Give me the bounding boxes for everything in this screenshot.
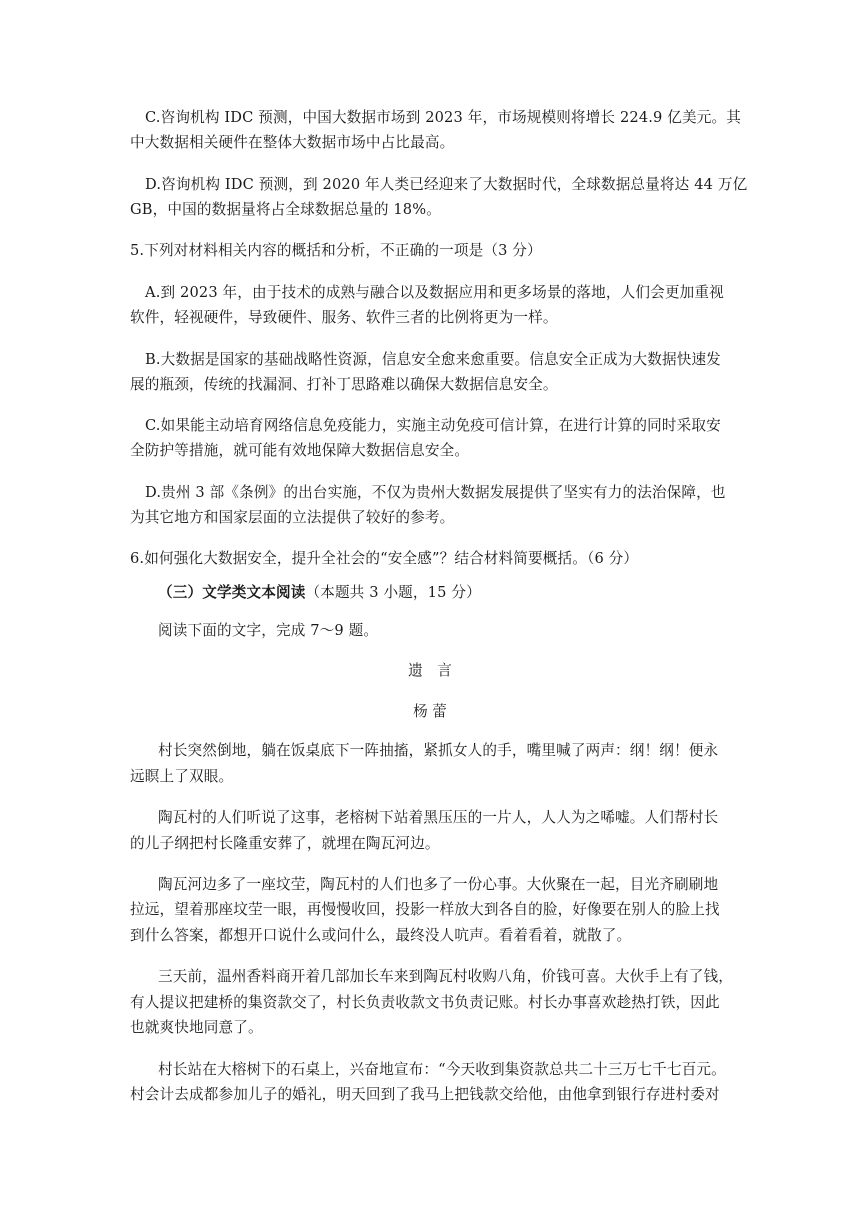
story-p4-line3: 也就爽快地同意了。 bbox=[130, 1019, 263, 1036]
q5-option-b-line2: 展的瓶颈，传统的找漏洞、打补丁思路难以确保大数据信息安全。 bbox=[130, 376, 558, 393]
story-p1-line2: 远瞑上了双眼。 bbox=[130, 768, 234, 785]
section-heading-rest: （本题共 3 小题，15 分） bbox=[305, 584, 481, 601]
story-author: 杨 蕾 bbox=[413, 703, 447, 720]
q5-option-b-line1: B.大数据是国家的基础战略性资源，信息安全愈来愈重要。信息安全正成为大数据快速发 bbox=[145, 351, 721, 368]
q5-option-a-line2: 软件，轻视硬件，导致硬件、服务、软件三者的比例将更为一样。 bbox=[130, 309, 558, 326]
q5-stem: 5.下列对材料相关内容的概括和分析，不正确的一项是（3 分） bbox=[130, 242, 542, 259]
q5-option-a-line1: A.到 2023 年，由于技术的成熟与融合以及数据应用和更多场景的落地，人们会更加重视 bbox=[145, 284, 724, 301]
q5-option-c-line2: 全防护等措施，就可能有效地保障大数据信息安全。 bbox=[130, 442, 470, 459]
q4-option-d-line2: GB，中国的数据量将占全球数据总量的 18%。 bbox=[130, 201, 442, 218]
story-p4-line2: 有人提议把建桥的集资款交了，村长负责收款文书负责记账。村长办事喜欢趁热打铁，因此 bbox=[130, 994, 720, 1011]
q4-option-d-line1: D.咨询机构 IDC 预测，到 2020 年人类已经迎来了大数据时代，全球数据总量将达 44 万亿 bbox=[145, 176, 748, 193]
q5-option-c-line1: C.如果能主动培育网络信息免疫能力，实施主动免疫可信计算，在进行计算的同时采取安 bbox=[145, 417, 721, 434]
reading-instruction: 阅读下面的文字，完成 7～9 题。 bbox=[158, 622, 379, 639]
q4-option-c-line1: C.咨询机构 IDC 预测，中国大数据市场到 2023 年，市场规模则将增长 224.9 亿美元。其 bbox=[145, 109, 741, 126]
story-p2-line1: 陶瓦村的人们听说了这事，老榕树下站着黑压压的一片人，人人为之唏嘘。人们帮村长 bbox=[158, 809, 719, 826]
q6-stem: 6.如何强化大数据安全，提升全社会的“安全感”？结合材料简要概括。（6 分） bbox=[130, 550, 639, 567]
q5-option-d-line1: D.贵州 3 部《条例》的出台实施，不仅为贵州大数据发展提供了坚实有力的法治保障，也 bbox=[145, 484, 726, 501]
section-heading bbox=[158, 583, 481, 603]
story-p1-line1: 村长突然倒地，躺在饭桌底下一阵抽搐，紧抓女人的手，嘴里喊了两声：纲！纲！便永 bbox=[158, 742, 719, 759]
story-title: 遗 言 bbox=[408, 662, 452, 679]
section-heading-bold: （三）文学类文本阅读 bbox=[158, 584, 306, 601]
q5-option-d-line2: 为其它地方和国家层面的立法提供了较好的参考。 bbox=[130, 509, 455, 526]
story-p3-line3: 到什么答案，都想开口说什么或问什么，最终没人吭声。看着看着，就散了。 bbox=[130, 927, 632, 944]
story-p5-line1: 村长站在大榕树下的石桌上，兴奋地宣布：“今天收到集资款总共二十三万七千七百元。 bbox=[158, 1061, 726, 1078]
story-p3-line2: 拉远，望着那座坟茔一眼，再慢慢收回，投影一样放大到各自的脸，好像要在别人的脸上找 bbox=[130, 901, 720, 918]
story-p3-line1: 陶瓦河边多了一座坟茔，陶瓦村的人们也多了一份心事。大伙聚在一起，目光齐刷刷地 bbox=[158, 876, 719, 893]
q4-option-c-line2: 中大数据相关硬件在整体大数据市场中占比最高。 bbox=[130, 134, 455, 151]
story-p5-line2: 村会计去成都参加儿子的婚礼，明天回到了我马上把钱款交给他，由他拿到银行存进村委对 bbox=[130, 1086, 720, 1103]
story-p2-line2: 的儿子纲把村长隆重安葬了，就埋在陶瓦河边。 bbox=[130, 835, 440, 852]
story-p4-line1: 三天前，温州香料商开着几部加长车来到陶瓦村收购八角，价钱可喜。大伙手上有了钱， bbox=[158, 968, 734, 985]
